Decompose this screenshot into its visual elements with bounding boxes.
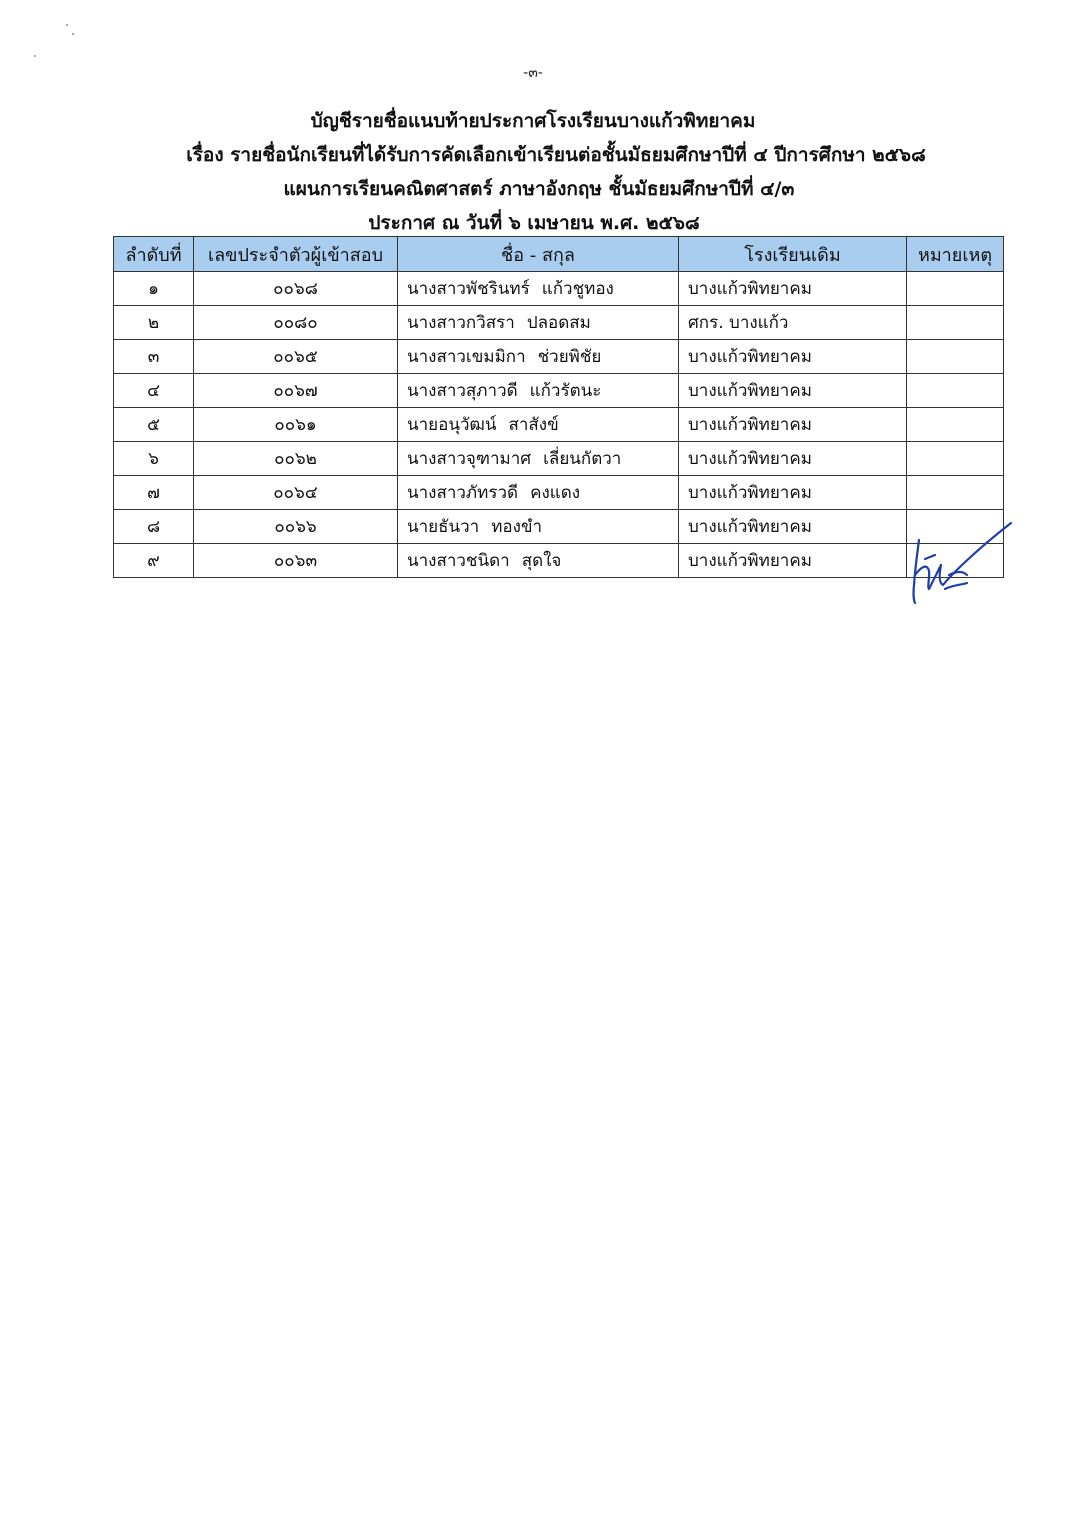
column-header-school: โรงเรียนเดิม — [679, 237, 907, 272]
cell-order: ๒ — [114, 306, 194, 340]
table-row — [114, 374, 1004, 408]
scan-speck — [72, 33, 74, 35]
cell-name — [398, 374, 679, 408]
last-name: แก้วชูทอง — [541, 279, 614, 299]
last-name: เลี่ยนกัตวา — [543, 449, 622, 469]
first-name: นางสาวพัชรินทร์ — [407, 279, 530, 299]
cell-exam-id: ๐๐๖๑ — [194, 408, 398, 442]
table-row — [114, 544, 1004, 578]
cell-school: ศกร. บางแก้ว — [679, 306, 907, 340]
last-name: คงแดง — [530, 483, 581, 503]
last-name: สุดใจ — [521, 551, 562, 571]
scan-speck — [66, 24, 68, 26]
header-subject: เรื่อง รายชื่อนักเรียนที่ได้รับการคัดเลือกเข้าเรียนต่อชั้นมัธยมศึกษาปีที่ ๔ ปีการศึกษา ๒๕๖๘ — [186, 144, 926, 166]
page-number: -๓- — [523, 65, 543, 81]
last-name: ทองขำ — [491, 517, 543, 537]
table-row — [114, 442, 1004, 476]
table-row — [114, 408, 1004, 442]
cell-order: ๔ — [114, 374, 194, 408]
table-row — [114, 340, 1004, 374]
cell-name — [398, 442, 679, 476]
first-name: นางสาวชนิดา — [407, 551, 510, 571]
cell-order: ๘ — [114, 510, 194, 544]
last-name: ช่วยพิชัย — [537, 347, 602, 367]
scan-speck — [34, 55, 36, 57]
first-name: นางสาวกวิสรา — [407, 313, 515, 333]
cell-order: ๕ — [114, 408, 194, 442]
cell-school: บางแก้วพิทยาคม — [679, 442, 907, 476]
cell-school: บางแก้วพิทยาคม — [679, 340, 907, 374]
cell-note — [907, 408, 1004, 442]
cell-name — [398, 340, 679, 374]
cell-name — [398, 510, 679, 544]
cell-name — [398, 476, 679, 510]
cell-note — [907, 374, 1004, 408]
last-name: สาสังข์ — [508, 415, 559, 435]
cell-order: ๓ — [114, 340, 194, 374]
cell-school: บางแก้วพิทยาคม — [679, 544, 907, 578]
student-list-table — [113, 236, 1004, 578]
column-header-exam-id: เลขประจำตัวผู้เข้าสอบ — [194, 237, 398, 272]
cell-exam-id: ๐๐๖๗ — [194, 374, 398, 408]
cell-note — [907, 442, 1004, 476]
table-row — [114, 510, 1004, 544]
table-row — [114, 272, 1004, 306]
cell-school: บางแก้วพิทยาคม — [679, 374, 907, 408]
cell-order: ๖ — [114, 442, 194, 476]
column-header-note: หมายเหตุ — [907, 237, 1004, 272]
document-header — [0, 104, 1066, 240]
first-name: นางสาวสุภาวดี — [407, 381, 518, 401]
cell-order: ๑ — [114, 272, 194, 306]
cell-note — [907, 272, 1004, 306]
cell-name — [398, 544, 679, 578]
last-name: แก้วรัตนะ — [529, 381, 602, 401]
table-row — [114, 476, 1004, 510]
cell-exam-id: ๐๐๖๘ — [194, 272, 398, 306]
cell-exam-id: ๐๐๖๓ — [194, 544, 398, 578]
cell-school: บางแก้วพิทยาคม — [679, 510, 907, 544]
last-name: ปลอดสม — [526, 313, 591, 333]
header-program: แผนการเรียนคณิตศาสตร์ ภาษาอังกฤษ ชั้นมัธยมศึกษาปีที่ ๔/๓ — [283, 178, 795, 200]
cell-note — [907, 476, 1004, 510]
first-name: นางสาวเขมมิกา — [407, 347, 526, 367]
header-date: ประกาศ ณ วันที่ ๖ เมษายน พ.ศ. ๒๕๖๘ — [368, 212, 700, 234]
cell-order: ๗ — [114, 476, 194, 510]
column-header-order: ลำดับที่ — [114, 237, 194, 272]
cell-exam-id: ๐๐๖๕ — [194, 340, 398, 374]
cell-note — [907, 340, 1004, 374]
cell-name — [398, 272, 679, 306]
cell-name — [398, 408, 679, 442]
cell-exam-id: ๐๐๖๒ — [194, 442, 398, 476]
cell-note — [907, 306, 1004, 340]
table-row — [114, 306, 1004, 340]
cell-school: บางแก้วพิทยาคม — [679, 272, 907, 306]
cell-school: บางแก้วพิทยาคม — [679, 476, 907, 510]
cell-name — [398, 306, 679, 340]
cell-exam-id: ๐๐๖๔ — [194, 476, 398, 510]
cell-exam-id: ๐๐๖๖ — [194, 510, 398, 544]
cell-school: บางแก้วพิทยาคม — [679, 408, 907, 442]
cell-order: ๙ — [114, 544, 194, 578]
first-name: นางสาวภัทรวดี — [407, 483, 519, 503]
header-title: บัญชีรายชื่อแนบท้ายประกาศโรงเรียนบางแก้วพิทยาคม — [310, 110, 756, 132]
column-header-name: ชื่อ - สกุล — [398, 237, 679, 272]
cell-exam-id: ๐๐๘๐ — [194, 306, 398, 340]
table-header-row — [114, 237, 1004, 272]
handwritten-signature-icon — [905, 515, 1023, 611]
first-name: นายอนุวัฒน์ — [407, 415, 497, 435]
first-name: นางสาวจุฑามาศ — [407, 449, 532, 469]
first-name: นายธันวา — [407, 517, 480, 537]
